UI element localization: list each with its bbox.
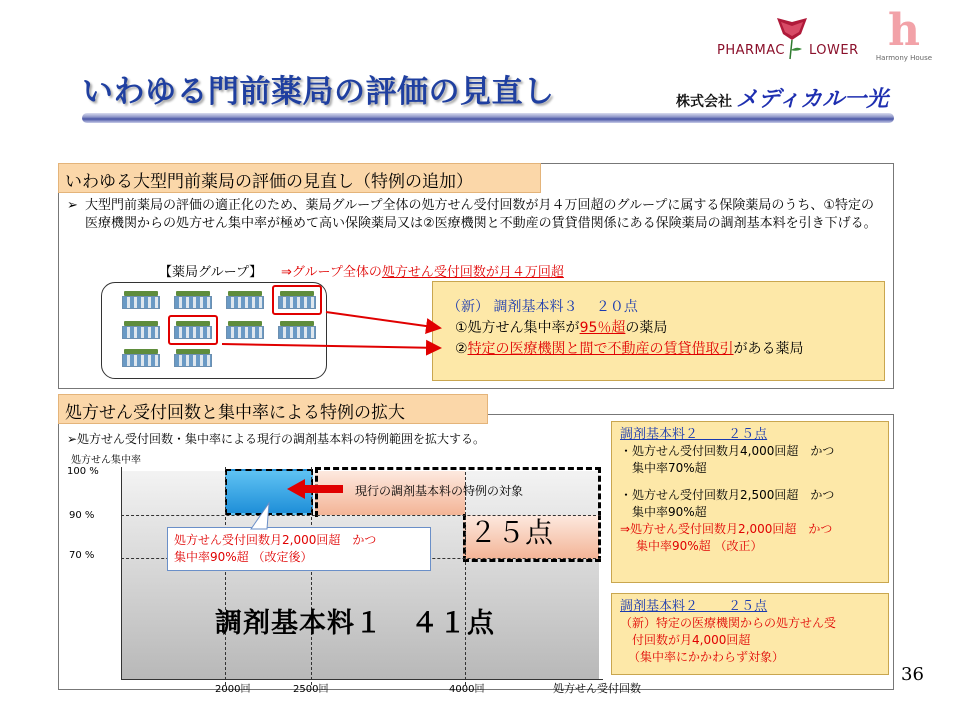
logo-text-right: LOWER xyxy=(809,43,859,58)
fee2-item1-line2: 集中率70%超 xyxy=(632,461,707,475)
revision-callout xyxy=(167,527,431,571)
fee2-new-line1: （新）特定の医療機関からの処方せん受 xyxy=(620,616,837,630)
section2-heading: 処方せん受付回数と集中率による特例の拡大 xyxy=(58,394,488,424)
x-axis-label: 処方せん受付回数 xyxy=(553,682,641,695)
section2-intro: ➢処方せん受付回数・集中率による現行の調剤基本料の特例範囲を拡大する。 xyxy=(67,432,486,446)
bullet-icon: ➢ xyxy=(67,198,78,213)
fee2-item3-line2: 集中率90%超 （改正） xyxy=(636,539,763,553)
page-title: いわゆる門前薬局の評価の見直し xyxy=(82,74,555,110)
section1-heading: いわゆる大型門前薬局の評価の見直し（特例の追加） xyxy=(58,163,541,193)
callout-line-1: 処方せん受付回数月2,000回超 かつ xyxy=(174,533,377,547)
harmony-caption: Harmony House xyxy=(875,54,933,62)
fee2-item3-line1: ⇒処方せん受付回数月2,000回超 かつ xyxy=(620,522,833,536)
fee2-item2-line2: 集中率90%超 xyxy=(632,505,707,519)
new-fee-heading: （新） 調剤基本料３ ２０点 xyxy=(447,299,638,315)
callout-line-2: 集中率90%超 （改定後） xyxy=(174,550,313,564)
current-special-label: 現行の調剤基本料の特例の対象 xyxy=(355,484,524,498)
grid-2000 xyxy=(225,467,226,685)
left-arrow-icon xyxy=(285,477,345,501)
company-kk: 株式会社 xyxy=(676,94,732,110)
x-tick-4000: 4000回 xyxy=(449,684,485,695)
x-tick-2000: 2000回 xyxy=(215,684,251,695)
fee2-new-line2: 付回数が月4,000回超 xyxy=(632,633,751,647)
y-tick-100: 100 % xyxy=(67,466,99,477)
grid-4000 xyxy=(465,467,466,685)
cond2-suffix: がある薬局 xyxy=(733,341,804,357)
fee2-panel xyxy=(611,421,889,583)
x-axis xyxy=(121,679,603,680)
fee2-new-heading: 調剤基本料２ ２５点 xyxy=(620,599,768,614)
base-fee-label: 調剤基本料１ ４１点 xyxy=(215,608,495,639)
page-number: 36 xyxy=(901,664,924,685)
section1-paragraph: 大型門前薬局の評価の適正化のため、薬局グループ全体の処方せん受付回数が月４万回超のグループに属する保険薬局のうち、①特定の医療機関からの処方せん集中率が極めて高い保険薬局又は②医療機関と不動産の賃貸借関係にある保険薬局の調剤基本料を引き下げる。 xyxy=(85,198,877,231)
logo-text-left: PHARMAC xyxy=(717,43,785,58)
cond1-suffix: の薬局 xyxy=(625,320,668,336)
section-expansion xyxy=(58,403,894,695)
cond1-prefix: ①処方せん集中率が xyxy=(455,320,580,336)
fee2-new-line3: （集中率にかかわらず対象） xyxy=(628,650,785,664)
fee2-new-panel xyxy=(611,593,889,675)
cond2-prefix: ② xyxy=(455,341,468,357)
harmony-letter: h xyxy=(888,5,920,56)
company-name: メディカル一光 xyxy=(736,87,889,112)
group-condition-underlined: 処方せん受付回数が月４万回超 xyxy=(381,265,564,280)
cond1-highlight: 95％超 xyxy=(579,320,626,336)
y-axis xyxy=(121,467,122,679)
cond2-highlight: 特定の医療機関と間で不動産の賃貸借取引 xyxy=(467,341,734,357)
x-tick-2500: 2500回 xyxy=(293,684,329,695)
callout-pointer xyxy=(239,501,279,531)
fee2-heading: 調剤基本料２ ２５点 xyxy=(620,427,768,442)
group-condition-prefix: ⇒グループ全体の xyxy=(281,265,382,280)
group-label: 【薬局グループ】 xyxy=(159,265,263,280)
y-tick-70: 70 % xyxy=(69,550,95,561)
fee2-item1-line1: ・処方せん受付回数月4,000回超 かつ xyxy=(620,444,835,458)
y-axis-label: 処方せん集中率 xyxy=(71,455,141,466)
fee2-item2-line1: ・処方せん受付回数月2,500回超 かつ xyxy=(620,488,835,502)
y-tick-90: 90 % xyxy=(69,510,95,521)
points-25-label: ２５点 xyxy=(469,516,554,549)
